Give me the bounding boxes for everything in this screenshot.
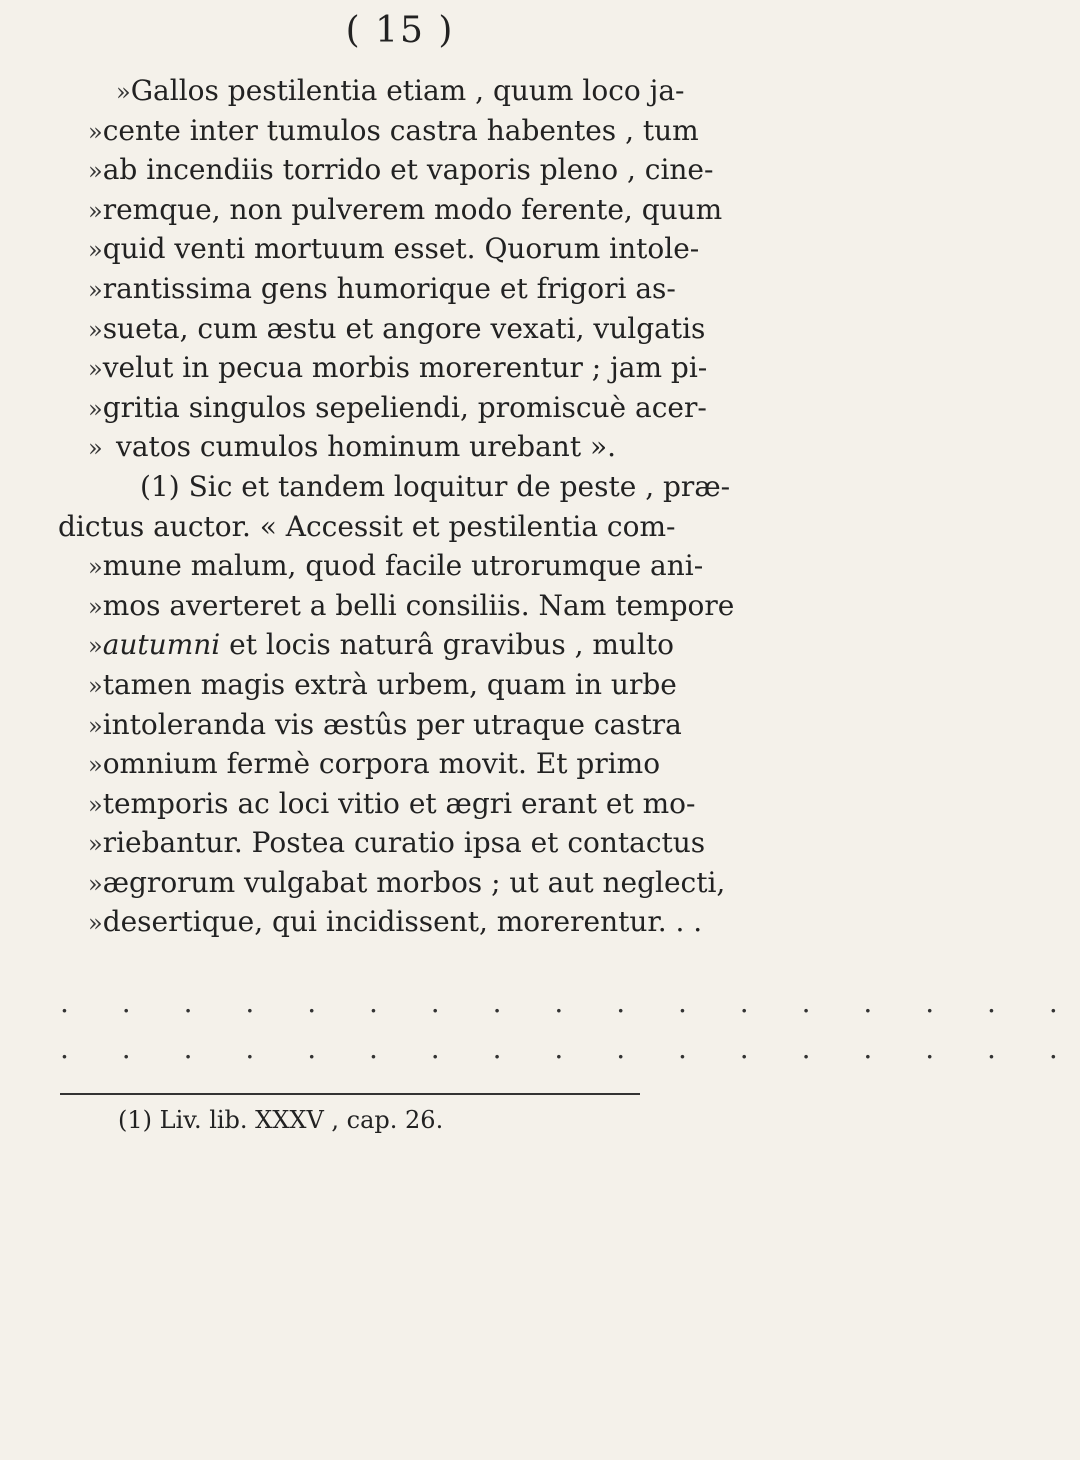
quote-mark: »	[88, 711, 103, 740]
line-text: sueta, cum æstu et angore vexati, vulgatis	[102, 311, 706, 345]
text-line	[88, 747, 661, 787]
text-line	[88, 113, 699, 154]
quote-mark: »	[88, 671, 103, 700]
quote-mark: »	[88, 632, 103, 661]
line-text: desertique, qui incidissent, morerentur. . .	[102, 905, 703, 939]
text-line	[88, 905, 703, 945]
text-line	[88, 390, 707, 431]
quote-mark: »	[88, 157, 103, 186]
quote-mark: »	[88, 315, 103, 344]
line-text: remque, non pulverem modo ferente, quum	[102, 192, 723, 226]
footnote-divider	[60, 1093, 640, 1095]
line-text: quid venti mortuum esset. Quorum intole-	[102, 232, 700, 266]
quote-mark: »	[88, 394, 103, 423]
line-text: omnium fermè corpora movit. Et primo	[102, 747, 661, 781]
text-line	[88, 153, 714, 193]
text-line	[88, 74, 685, 114]
quote-mark: »	[88, 196, 103, 225]
line-text: vatos cumulos hominum urebant ».	[116, 430, 617, 464]
text-line	[88, 469, 731, 510]
line-text-rest: et locis naturâ gravibus , multo	[220, 628, 675, 662]
text-line	[88, 628, 675, 668]
text-line	[88, 549, 704, 589]
text-line	[88, 430, 648, 470]
line-text: dictus auctor. « Accessit et pestilentia com-	[58, 509, 676, 543]
quote-mark: »	[88, 790, 103, 819]
quote-mark: »	[88, 592, 103, 621]
quote-mark: »	[116, 78, 131, 106]
line-text: gritia singulos sepeliendi, promiscuè acer-	[102, 390, 707, 424]
quote-mark: »	[88, 117, 103, 146]
main-text	[58, 74, 735, 945]
quote-mark: »	[88, 751, 103, 780]
line-text: (1) Sic et tandem loquitur de peste , præ-	[140, 469, 731, 503]
line-text: mos averteret a belli consiliis. Nam tempore	[102, 588, 735, 622]
text-line	[88, 588, 735, 629]
text-line	[88, 351, 708, 391]
line-text: riebantur. Postea curatio ipsa et contactus	[102, 826, 706, 860]
line-text: mune malum, quod facile utrorumque ani-	[102, 549, 704, 583]
text-line	[88, 232, 700, 272]
line-text: ab incendiis torrido et vaporis pleno , cine-	[102, 153, 714, 187]
text-line	[88, 865, 726, 906]
quote-mark: »	[88, 830, 103, 859]
text-line	[88, 311, 706, 352]
page-number: ( 15 )	[345, 10, 455, 51]
text-line	[88, 826, 706, 866]
text-line	[58, 509, 676, 550]
footnote: (1) Liv. lib. XXXV , cap. 26.	[118, 1106, 444, 1134]
line-text: Gallos pestilentia etiam , quum loco ja-	[130, 74, 685, 107]
text-line	[88, 667, 677, 708]
line-text: velut in pecua morbis morerentur ; jam pi-	[102, 351, 708, 385]
quote-mark: »	[88, 434, 103, 463]
quote-mark: »	[88, 553, 103, 582]
line-text: rantissima gens humorique et frigori as-	[102, 271, 676, 305]
line-text: intoleranda vis æstûs per utraque castra	[102, 707, 682, 741]
line-text: cente inter tumulos castra habentes , tum	[102, 113, 699, 147]
quote-mark: »	[88, 275, 103, 304]
line-text	[103, 628, 674, 661]
quote-mark: »	[88, 236, 103, 265]
ellipsis-row: . . . . . . . . . . . . . . . . .	[60, 1032, 1080, 1065]
line-text: ægrorum vulgabat morbos ; ut aut neglecti,	[102, 865, 726, 899]
ellipsis-row: . . . . . . . . . . . . . . . . .	[60, 986, 1080, 1019]
quote-mark: »	[88, 869, 103, 898]
line-text: temporis ac loci vitio et ægri erant et mo-	[102, 786, 696, 820]
italic-word: autumni	[102, 628, 221, 662]
text-line	[88, 786, 696, 827]
quote-mark: »	[88, 355, 103, 384]
line-text: tamen magis extrà urbem, quam in urbe	[102, 667, 677, 701]
text-line	[88, 707, 682, 748]
quote-mark: »	[88, 909, 103, 938]
text-line	[88, 192, 723, 233]
text-line	[88, 271, 676, 312]
